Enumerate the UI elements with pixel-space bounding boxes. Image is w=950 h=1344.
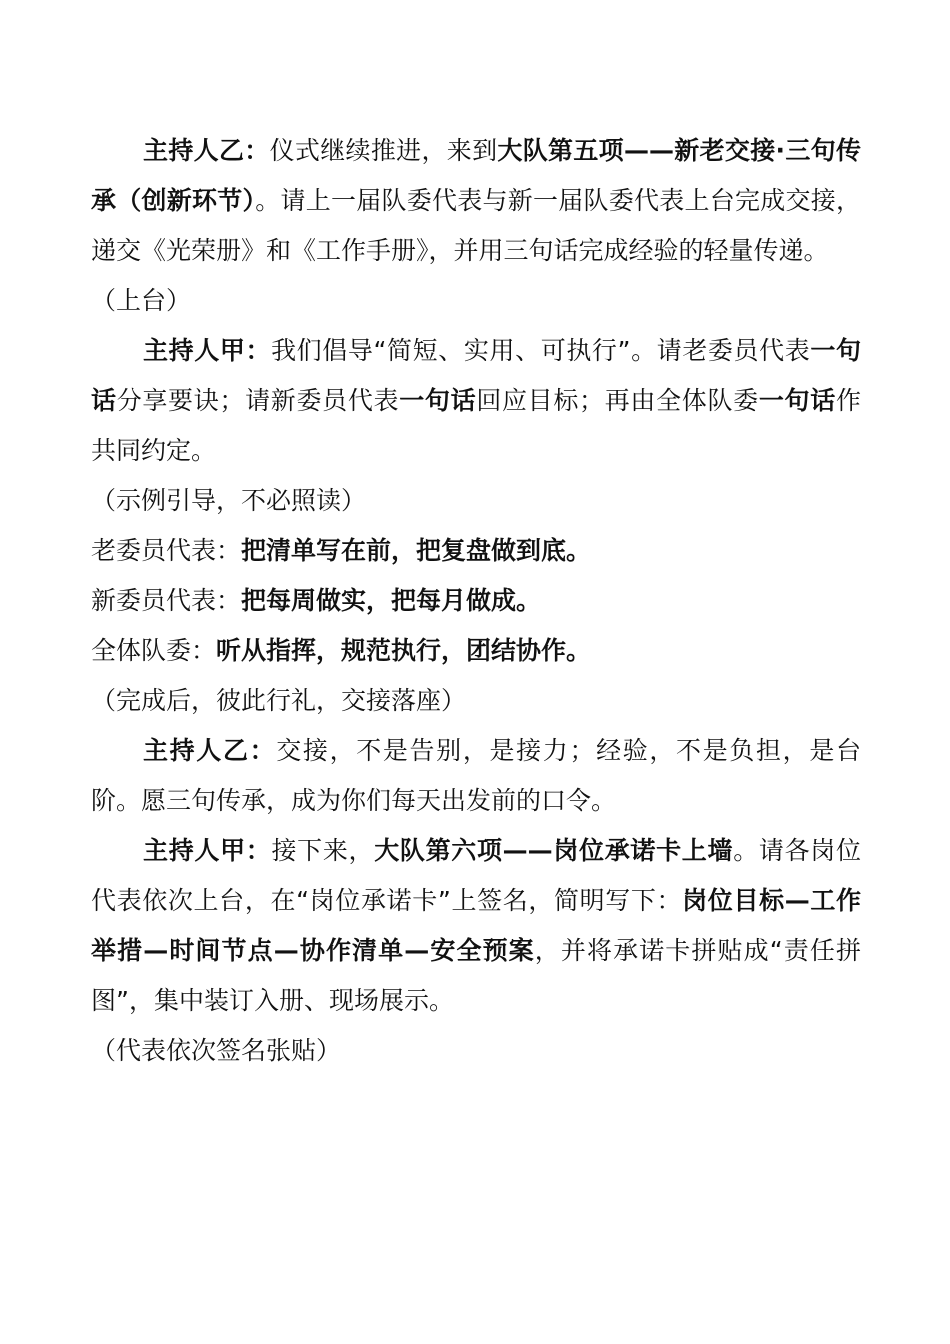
stage-direction: （完成后，彼此行礼，交接落座）	[91, 686, 467, 715]
emphasis-text: 一句话	[91, 336, 861, 415]
role-label: 全体队委：	[91, 636, 217, 665]
paragraph-text: 回应目标；再由全体队委	[476, 386, 759, 415]
stage-direction: （上台）	[91, 286, 192, 315]
stage-direction: （示例引导，不必照读）	[91, 486, 367, 515]
role-quote: 听从指挥，规范执行，团结协作。	[216, 636, 592, 665]
role-quote: 把每周做实，把每月做成。	[241, 586, 542, 615]
new-member-line	[91, 576, 861, 626]
role-label: 老委员代表：	[91, 536, 242, 565]
host-b-paragraph-2	[91, 726, 861, 826]
paragraph-text: 分享要诀；请新委员代表	[116, 386, 400, 415]
stage-direction: （代表依次签名张贴）	[91, 1036, 342, 1065]
role-quote: 把清单写在前，把复盘做到底。	[241, 536, 592, 565]
paragraph-text: ，并将承诺卡拼贴成“责任拼图”，集中装订入册、现场展示。	[91, 936, 861, 1015]
paragraph-text: 。请各岗位代表依次上台，在“岗位承诺卡”上签名，简明写下：	[91, 836, 861, 915]
emphasis-text: 岗位目标—工作举措—时间节点—协作清单—安全预案	[91, 886, 861, 965]
paragraph-text: 。请上一届队委代表与新一届队委代表上台完成交接，递交《光荣册》和《工作手册》，并用三句话完成经验的轻量传递。	[91, 186, 861, 265]
host-b-paragraph-1	[91, 126, 861, 276]
paragraph-text: 我们倡导“简短、实用、可执行”。请老委员代表	[271, 336, 811, 365]
paragraph-text: 交接，不是告别，是接力；经验，不是负担，是台阶。愿三句传承，成为你们每天出发前的口令。	[91, 736, 861, 815]
host-a-paragraph-1	[91, 326, 861, 476]
program-item-title: 大队第五项——新老交接·三句传承（创新环节）	[91, 136, 861, 215]
speaker-label: 主持人乙：	[143, 736, 277, 765]
speaker-label: 主持人甲：	[143, 336, 272, 365]
host-a-paragraph-2	[91, 826, 861, 1026]
speaker-label: 主持人乙：	[143, 136, 270, 165]
role-label: 新委员代表：	[91, 586, 242, 615]
paragraph-text: 仪式继续推进，来到	[269, 136, 498, 165]
old-member-line	[91, 526, 861, 576]
all-members-line	[91, 626, 861, 676]
emphasis-text: 一句话	[758, 386, 836, 415]
speaker-label: 主持人甲：	[143, 836, 272, 865]
paragraph-text: 作共同约定。	[91, 386, 861, 465]
paragraph-text: 接下来，	[271, 836, 375, 865]
emphasis-text: 一句话	[399, 386, 477, 415]
document-page	[91, 126, 861, 1076]
program-item-title: 大队第六项——岗位承诺卡上墙	[374, 836, 734, 865]
